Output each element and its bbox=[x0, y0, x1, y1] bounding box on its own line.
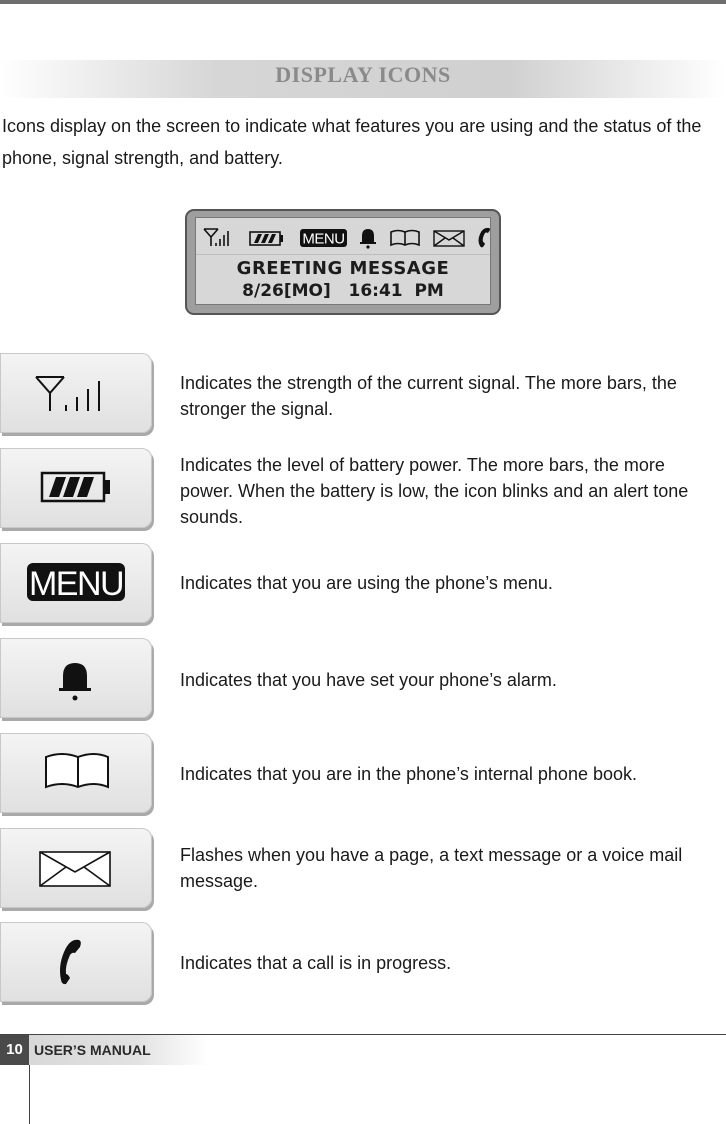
menu-icon bbox=[0, 543, 152, 623]
icon-tile-phone-book bbox=[0, 733, 152, 813]
signal-strength-icon bbox=[204, 229, 228, 246]
icon-tile-message bbox=[0, 828, 152, 908]
alarm-bell-icon bbox=[360, 229, 376, 249]
phone-display bbox=[185, 209, 501, 315]
display-icon-bar bbox=[202, 224, 492, 250]
call-in-progress-icon bbox=[479, 228, 491, 247]
footer-vertical-rule bbox=[29, 1065, 30, 1124]
top-rule bbox=[0, 0, 726, 4]
phone-book-icon bbox=[0, 733, 152, 813]
message-envelope-icon bbox=[0, 828, 152, 908]
menu-icon-label: MENU bbox=[302, 230, 345, 248]
alarm-bell-icon bbox=[0, 638, 152, 718]
message-envelope-icon bbox=[434, 231, 464, 246]
icon-tile-menu bbox=[0, 543, 152, 623]
intro-paragraph: Icons display on the screen to indicate what features you are using and the status of the phone, signal strength, and battery. bbox=[2, 116, 702, 168]
menu-icon-label: MENU bbox=[28, 565, 124, 603]
call-description: Indicates that a call is in progress. bbox=[180, 953, 452, 973]
footer-label: USER’S MANUAL bbox=[34, 1042, 151, 1058]
icon-tile-alarm bbox=[0, 638, 152, 718]
signal-strength-icon bbox=[0, 353, 152, 433]
battery-icon bbox=[0, 448, 152, 528]
menu-description: Indicates that you are using the phone’s menu. bbox=[180, 573, 553, 593]
battery-icon bbox=[250, 232, 283, 245]
icon-tile-battery bbox=[0, 448, 152, 528]
display-date-time-text: 8/26[MO] 16:41 PM bbox=[242, 281, 444, 301]
battery-description: Indicates the level of battery power. The more bars, the more power. When the battery is low, the icon blinks and an alert tone sounds. bbox=[180, 455, 689, 527]
menu-icon bbox=[300, 229, 347, 248]
phone-book-description: Indicates that you are in the phone’s internal phone book. bbox=[180, 764, 637, 784]
call-in-progress-icon bbox=[0, 922, 152, 1002]
display-greeting-text: GREETING MESSAGE bbox=[236, 258, 450, 279]
alarm-description: Indicates that you have set your phone’s alarm. bbox=[180, 670, 557, 690]
page-title: DISPLAY ICONS bbox=[275, 62, 451, 87]
icon-tile-signal bbox=[0, 353, 152, 433]
signal-description: Indicates the strength of the current signal. The more bars, the stronger the signal. bbox=[180, 373, 677, 419]
phone-book-icon bbox=[391, 231, 419, 246]
icon-tile-call bbox=[0, 922, 152, 1002]
display-separator bbox=[196, 254, 490, 255]
message-description: Flashes when you have a page, a text message or a voice mail message. bbox=[180, 845, 683, 891]
page-number: 10 bbox=[0, 1035, 29, 1065]
display-screen bbox=[195, 217, 491, 305]
